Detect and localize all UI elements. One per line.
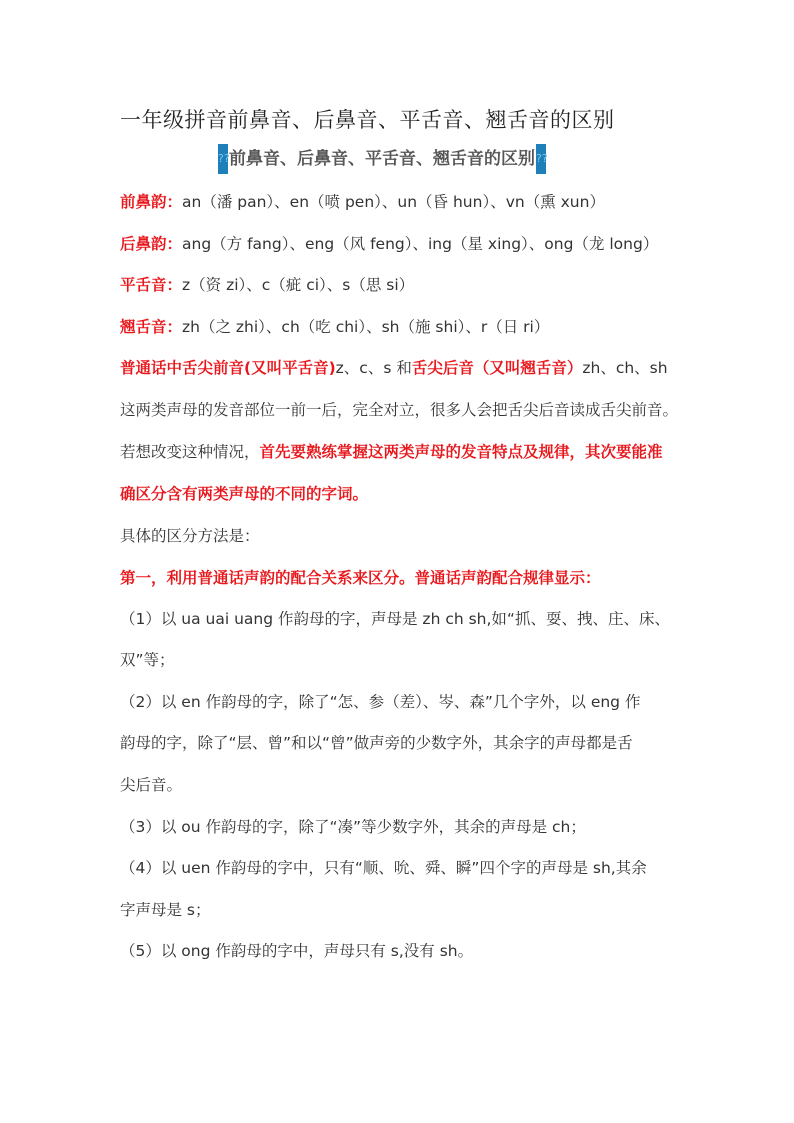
body-text: 若想改变这种情况， [120,443,260,461]
back-nasal-line [120,234,658,254]
front-nasal-line [120,192,605,212]
paragraph-line [120,442,663,462]
line-text: ang（方 fang）、eng（风 feng）、ing（星 xing）、ong（龙 long） [182,235,659,253]
line-text: z（资 zi）、c（疵 ci）、s（思 si） [182,276,415,294]
paragraph-line [120,358,668,378]
highlight-text: 舌尖后音（又叫翘舌音） [411,359,583,377]
list-item: （2）以 en 作韵母的字，除了“怎、参（差）、岑、森”几个字外，以 eng 作 [120,693,641,711]
list-item: 字声母是 s； [120,901,211,919]
method-intro: 具体的区分方法是： [120,527,260,545]
retroflex-line [120,317,549,337]
page-title: 一年级拼音前鼻音、后鼻音、平舌音、翘舌音的区别 [120,108,615,132]
subtitle-banner [218,144,546,174]
list-item: （4）以 uen 作韵母的字中，只有“顺、吮、舜、瞬”四个字的声母是 sh,其余 [120,859,647,877]
flat-tongue-line [120,275,414,295]
line-label: 平舌音： [120,276,183,294]
line-text: zh（之 zhi）、ch（吃 chi）、sh（施 shi）、r（日 ri） [182,318,550,336]
list-item: 双”等； [120,651,175,669]
highlight-text: 普通话中舌尖前音(又叫平舌音) [120,359,336,377]
list-item: 尖后音。 [120,776,183,794]
line-label: 前鼻韵： [120,193,183,211]
body-text: zh、ch、sh [582,359,668,377]
list-item: （3）以 ou 作韵母的字，除了“凑”等少数字外，其余的声母是 ch； [120,818,586,836]
list-item: （1）以 ua uai uang 作韵母的字，声母是 zh ch sh,如“抓、耍、拽、庄、床、 [120,610,670,628]
line-label: 后鼻韵： [120,235,183,253]
body-text: z、c、s 和 [335,359,412,377]
highlight-text: 首先要熟练掌握这两类声母的发音特点及规律，其次要能准 [259,443,663,461]
list-item: 韵母的字，除了“层、曾”和以“曾”做声旁的少数字外，其余字的声母都是舌 [120,734,633,752]
paragraph-line: 这两类声母的发音部位一前一后，完全对立，很多人会把舌尖后音读成舌尖前音。 [120,401,679,419]
subtitle-text: 前鼻音、后鼻音、平舌音、翘舌音的区别 [229,149,535,169]
list-item: （5）以 ong 作韵母的字中，声母只有 s,没有 sh。 [120,942,474,960]
rule-heading: 第一，利用普通话声韵的配合关系来区分。普通话声韵配合规律显示： [120,569,601,587]
subtitle-mark-left: ?? [218,144,228,174]
line-text: an（潘 pan）、en（喷 pen）、un（昏 hun）、vn（熏 xun） [182,193,605,211]
line-label: 翘舌音： [120,318,183,336]
paragraph-line: 确区分含有两类声母的不同的字词。 [120,485,369,503]
subtitle-mark-right: ?? [536,144,546,174]
